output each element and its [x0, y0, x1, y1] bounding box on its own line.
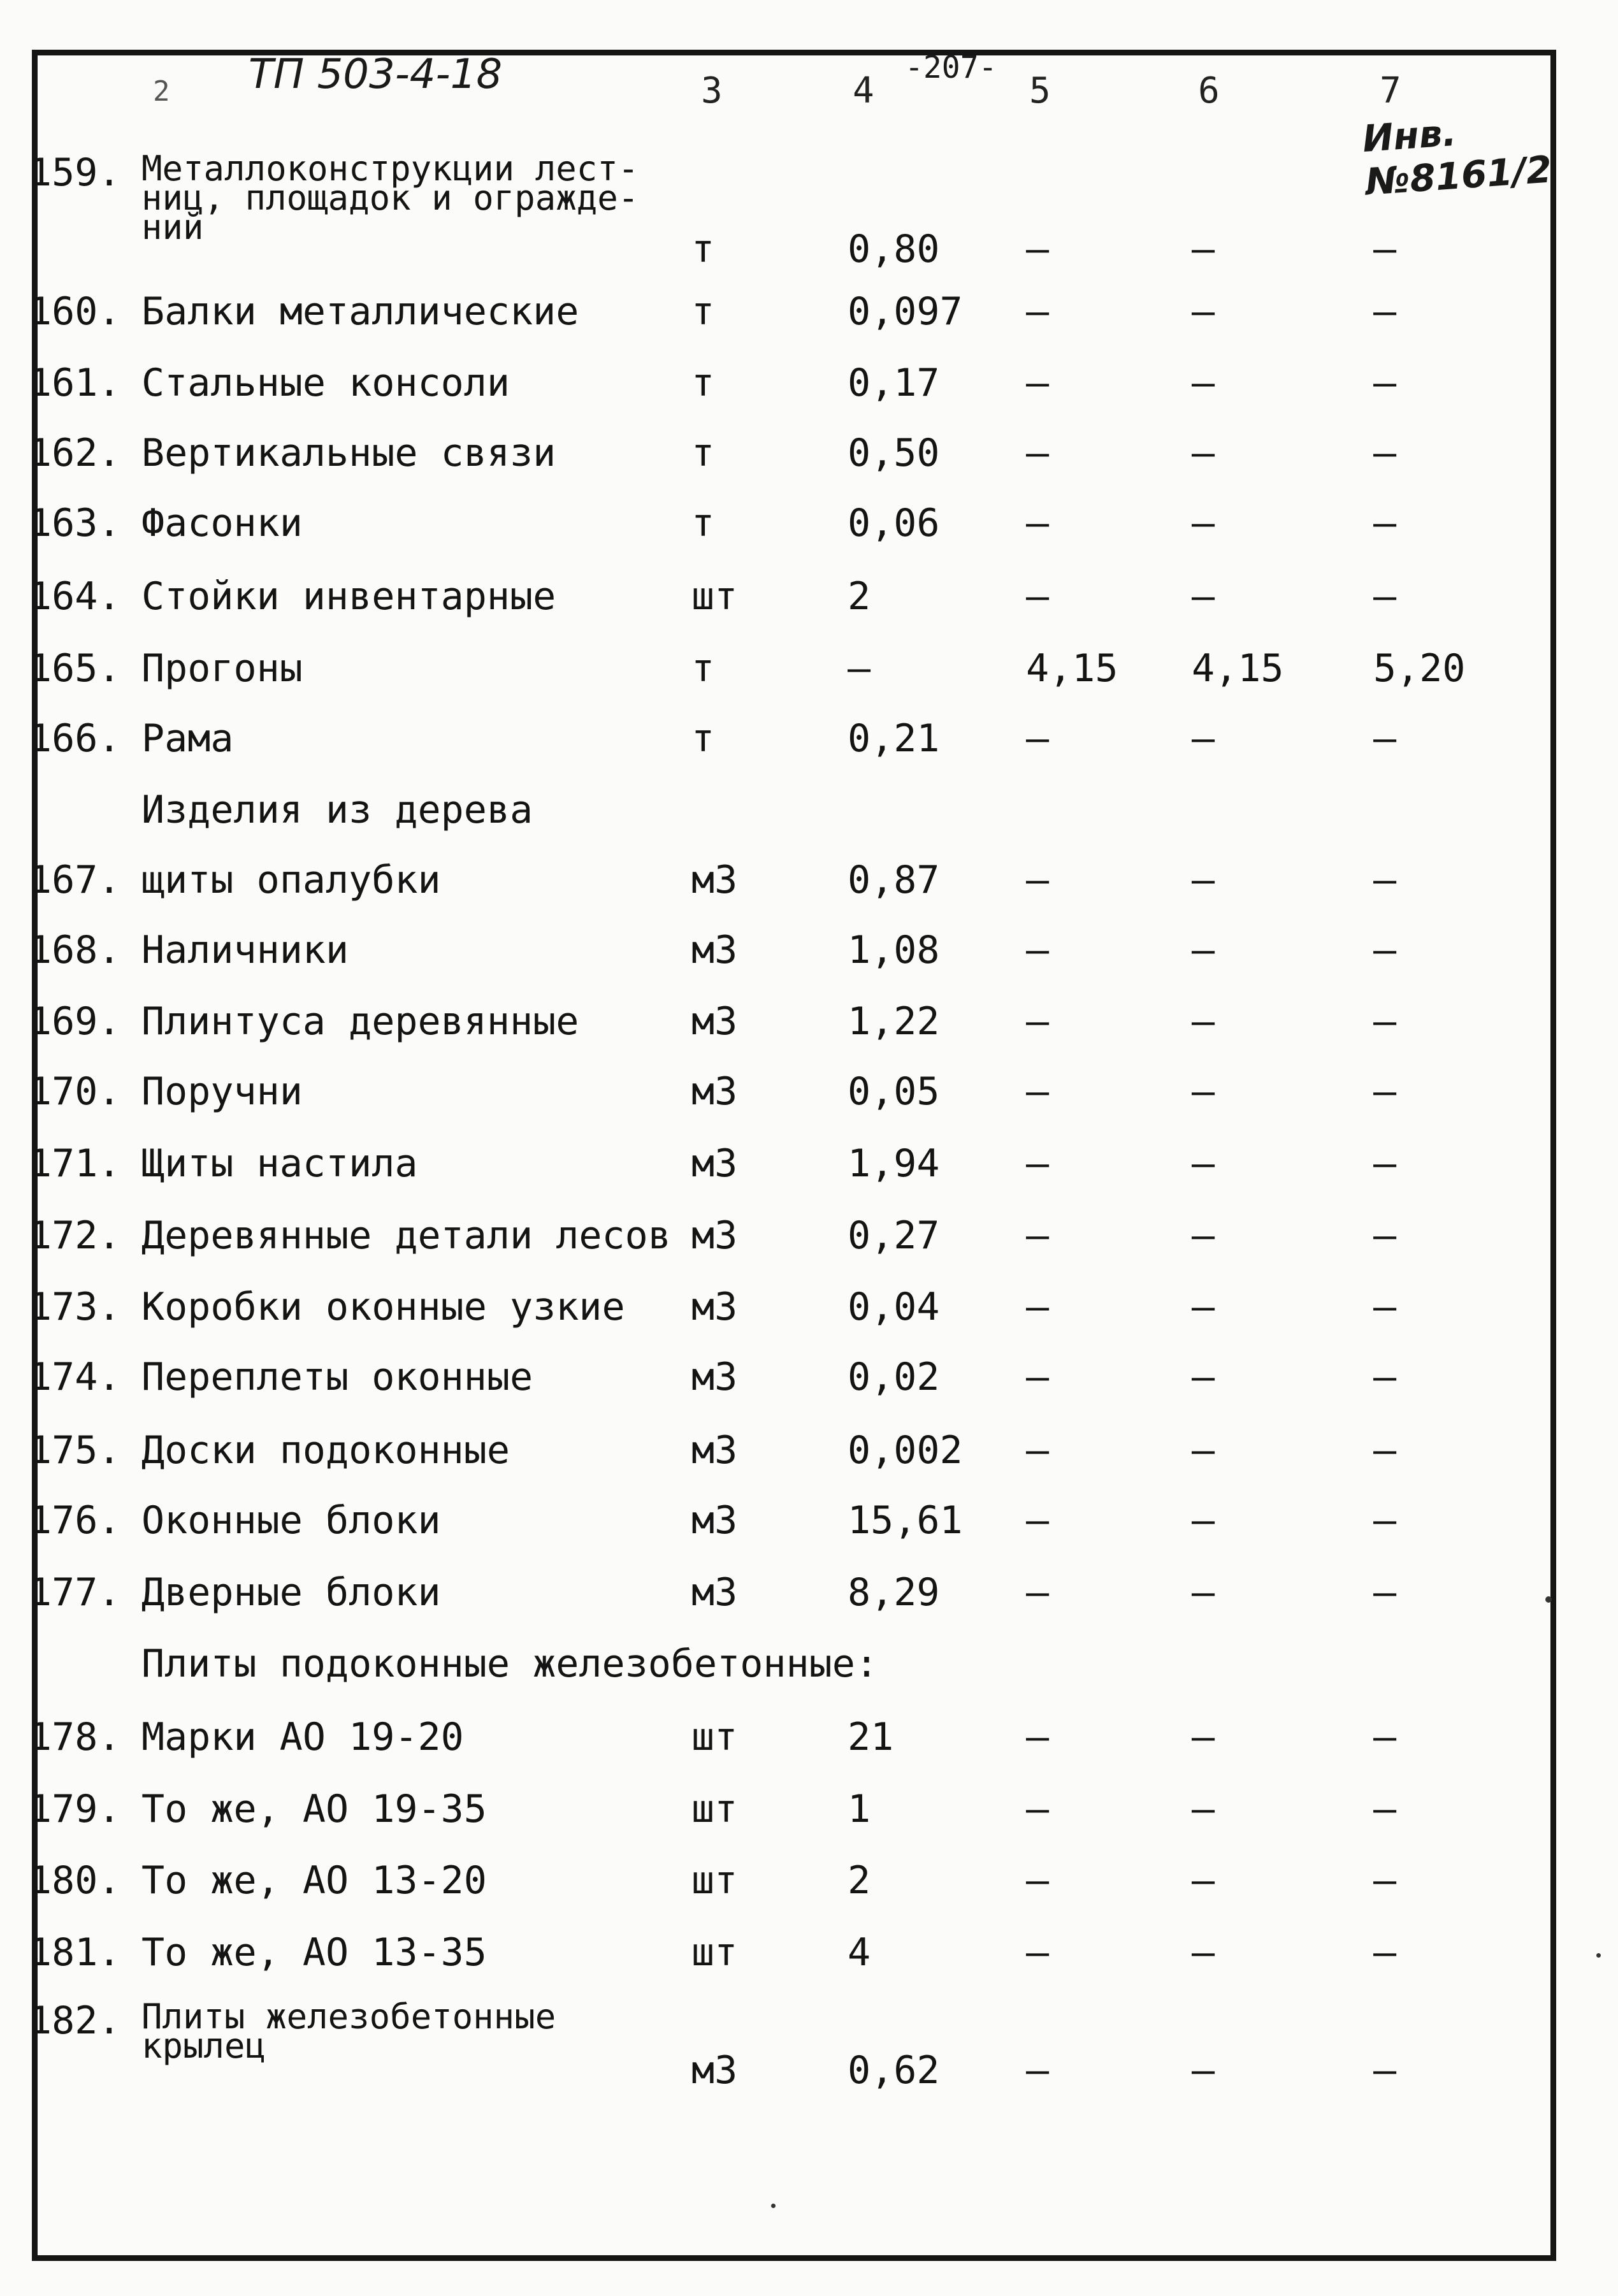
item-name: Переплеты оконные	[141, 1355, 533, 1399]
unit-cell: т	[691, 646, 715, 691]
scan-speck	[1545, 1596, 1552, 1603]
value-col4: 2	[848, 1858, 871, 1903]
item-name: ниц, площадок и огражде-	[141, 178, 639, 218]
item-name: Балки металлические	[141, 289, 579, 334]
row-number: 172.	[29, 1213, 121, 1258]
table-row	[0, 1287, 1618, 1357]
item-name: щиты опалубки	[141, 858, 441, 902]
unit-cell: шт	[691, 1787, 738, 1831]
value-col6: –	[1192, 999, 1215, 1044]
value-col5: –	[1026, 501, 1050, 545]
value-col6: –	[1192, 289, 1215, 334]
table-row	[0, 1428, 1618, 1501]
value-col6: –	[1192, 574, 1215, 619]
table-row	[0, 1858, 1618, 1931]
table-row	[0, 1789, 1618, 1859]
value-col7: –	[1373, 1570, 1397, 1615]
unit-cell: м3	[691, 1498, 738, 1543]
table-row	[0, 860, 1618, 930]
value-col7: –	[1373, 1285, 1397, 1329]
unit-cell: м3	[691, 1285, 738, 1329]
value-col7: –	[1373, 2048, 1397, 2093]
value-col4: 1	[848, 1787, 871, 1831]
value-col7: –	[1373, 999, 1397, 1044]
row-number: 173.	[29, 1285, 121, 1329]
value-col6: –	[1192, 1570, 1215, 1615]
row-number: 168.	[29, 928, 121, 972]
value-col6: –	[1192, 1141, 1215, 1186]
value-col5: –	[1026, 1570, 1050, 1615]
value-col7: –	[1373, 361, 1397, 405]
value-col6: –	[1192, 227, 1215, 271]
value-col4: –	[848, 646, 871, 691]
value-col5: –	[1026, 999, 1050, 1044]
item-name: Марки АО 19-20	[141, 1715, 464, 1759]
row-number: 182.	[29, 1998, 121, 2043]
value-col6: –	[1192, 361, 1215, 405]
value-col7: –	[1373, 574, 1397, 619]
value-col6: –	[1192, 431, 1215, 475]
unit-cell: м3	[691, 2048, 738, 2093]
value-col5: –	[1026, 289, 1050, 334]
value-col6: –	[1192, 716, 1215, 761]
row-number: 176.	[29, 1498, 121, 1543]
value-col6: –	[1192, 1787, 1215, 1831]
unit-cell: шт	[691, 1715, 738, 1759]
value-col4: 0,62	[848, 2048, 940, 2093]
row-number: 169.	[29, 999, 121, 1044]
value-col7: –	[1373, 1213, 1397, 1258]
table-row	[0, 148, 1618, 271]
value-col7: –	[1373, 1069, 1397, 1114]
value-col4: 4	[848, 1930, 871, 1975]
value-col5: –	[1026, 1715, 1050, 1759]
value-col5: –	[1026, 1069, 1050, 1114]
item-name: Стойки инвентарные	[141, 574, 556, 619]
value-col5: –	[1026, 361, 1050, 405]
table-row	[0, 1930, 1618, 2003]
value-col5: –	[1026, 1355, 1050, 1399]
value-col5: –	[1026, 431, 1050, 475]
unit-cell: м3	[691, 1069, 738, 1114]
table-row	[0, 1644, 1618, 1714]
unit-cell: м3	[691, 1141, 738, 1186]
value-col4: 0,80	[848, 227, 940, 271]
item-name: ний	[141, 207, 204, 247]
row-number: 178.	[29, 1715, 121, 1759]
row-number: 166.	[29, 716, 121, 761]
item-name: Дверные блоки	[141, 1570, 441, 1615]
item-name: Оконные блоки	[141, 1498, 441, 1543]
row-number: 162.	[29, 431, 121, 475]
row-number: 164.	[29, 574, 121, 619]
row-number: 167.	[29, 858, 121, 902]
value-col4: 0,06	[848, 501, 940, 545]
unit-cell: т	[691, 227, 715, 271]
unit-cell: м3	[691, 1355, 738, 1399]
value-col5: –	[1026, 716, 1050, 761]
item-name: Рама	[141, 716, 234, 761]
table-row	[0, 1996, 1618, 2093]
item-name: Плиты железобетонные	[141, 1996, 556, 2037]
unit-cell: шт	[691, 574, 738, 619]
table-row	[0, 999, 1618, 1072]
unit-cell: т	[691, 361, 715, 405]
item-name: Щиты настила	[141, 1141, 418, 1186]
item-name: Стальные консоли	[141, 361, 510, 405]
item-name: То же, АО 13-20	[141, 1858, 487, 1903]
item-name: Металлоконструкции лест-	[141, 148, 639, 189]
value-col7: –	[1373, 501, 1397, 545]
table-row	[0, 646, 1618, 719]
row-number: 160.	[29, 289, 121, 334]
value-col6: –	[1192, 501, 1215, 545]
table-row	[0, 1213, 1618, 1286]
document-stamp: ТП 503-4-18	[249, 51, 503, 98]
value-col5: –	[1026, 1498, 1050, 1543]
value-col5: –	[1026, 1213, 1050, 1258]
value-col5: 4,15	[1026, 646, 1118, 691]
value-col6: –	[1192, 1213, 1215, 1258]
row-number: 174.	[29, 1355, 121, 1399]
row-number: 180.	[29, 1858, 121, 1903]
value-col4: 1,08	[848, 928, 940, 972]
unit-cell: т	[691, 289, 715, 334]
value-col4: 0,21	[848, 716, 940, 761]
page-number: -207-	[905, 50, 997, 85]
unit-cell: м3	[691, 1213, 738, 1258]
value-col5: –	[1026, 1858, 1050, 1903]
unit-cell: м3	[691, 928, 738, 972]
column-number-4: 4	[853, 70, 874, 112]
value-col5: –	[1026, 1285, 1050, 1329]
value-col7: –	[1373, 1498, 1397, 1543]
unit-cell: м3	[691, 999, 738, 1044]
value-col5: –	[1026, 1787, 1050, 1831]
row-number: 170.	[29, 1069, 121, 1114]
table-row	[0, 790, 1618, 860]
unit-cell: шт	[691, 1858, 738, 1903]
value-col5: –	[1026, 928, 1050, 972]
unit-cell: т	[691, 716, 715, 761]
value-col6: –	[1192, 1498, 1215, 1543]
scan-speck	[771, 2204, 776, 2208]
table-row	[0, 574, 1618, 647]
value-col7: –	[1373, 1141, 1397, 1186]
table-row	[0, 1141, 1618, 1214]
item-name: Изделия из дерева	[141, 788, 533, 832]
value-col4: 1,22	[848, 999, 940, 1044]
unit-cell: т	[691, 431, 715, 475]
value-col4: 21	[848, 1715, 894, 1759]
item-name: Доски подоконные	[141, 1428, 510, 1473]
scan-speck	[1596, 1953, 1601, 1958]
table-row	[0, 363, 1618, 433]
item-name: Прогоны	[141, 646, 303, 691]
value-col5: –	[1026, 227, 1050, 271]
table-row	[0, 1069, 1618, 1142]
table-row	[0, 716, 1618, 789]
value-col4: 0,17	[848, 361, 940, 405]
item-name: Поручни	[141, 1069, 303, 1114]
value-col7: –	[1373, 716, 1397, 761]
value-col5: –	[1026, 1930, 1050, 1975]
value-col5: –	[1026, 1428, 1050, 1473]
table-row	[0, 1498, 1618, 1571]
item-name: Коробки оконные узкие	[141, 1285, 625, 1329]
unit-cell: м3	[691, 1570, 738, 1615]
value-col6: –	[1192, 1285, 1215, 1329]
column-number-2: 2	[153, 75, 170, 108]
value-col4: 1,94	[848, 1141, 940, 1186]
value-col4: 0,002	[848, 1428, 963, 1473]
value-col4: 0,50	[848, 431, 940, 475]
item-name: Деревянные детали лесов	[141, 1213, 671, 1258]
value-col7: –	[1373, 227, 1397, 271]
table-row	[0, 289, 1618, 362]
item-name: Вертикальные связи	[141, 431, 556, 475]
value-col6: –	[1192, 1715, 1215, 1759]
value-col4: 0,27	[848, 1213, 940, 1258]
value-col7: –	[1373, 1930, 1397, 1975]
item-name: Наличники	[141, 928, 349, 972]
value-col6: –	[1192, 2048, 1215, 2093]
value-col7: –	[1373, 1715, 1397, 1759]
value-col7: –	[1373, 1787, 1397, 1831]
value-col5: –	[1026, 1141, 1050, 1186]
value-col6: 4,15	[1192, 646, 1284, 691]
value-col4: 0,097	[848, 289, 963, 334]
row-number: 159.	[29, 150, 121, 195]
value-col6: –	[1192, 858, 1215, 902]
item-name: То же, АО 19-35	[141, 1787, 487, 1831]
value-col4: 0,87	[848, 858, 940, 902]
row-number: 177.	[29, 1570, 121, 1615]
column-number-6: 6	[1198, 70, 1220, 112]
table-row	[0, 1570, 1618, 1643]
table-row	[0, 503, 1618, 574]
row-number: 165.	[29, 646, 121, 691]
value-col7: –	[1373, 431, 1397, 475]
row-number: 161.	[29, 361, 121, 405]
value-col4: 15,61	[848, 1498, 963, 1543]
table-row	[0, 930, 1618, 1000]
value-col4: 2	[848, 574, 871, 619]
row-number: 163.	[29, 501, 121, 545]
row-number: 175.	[29, 1428, 121, 1473]
column-number-7: 7	[1380, 70, 1401, 112]
item-name: Плинтуса деревянные	[141, 999, 579, 1044]
value-col7: –	[1373, 858, 1397, 902]
item-name: Плиты подоконные железобетонные:	[141, 1642, 878, 1686]
value-col7: –	[1373, 1428, 1397, 1473]
value-col7: –	[1373, 1858, 1397, 1903]
row-number: 181.	[29, 1930, 121, 1975]
unit-cell: м3	[691, 1428, 738, 1473]
table-row	[0, 1717, 1618, 1787]
value-col5: –	[1026, 858, 1050, 902]
item-name: Фасонки	[141, 501, 303, 545]
value-col7: –	[1373, 928, 1397, 972]
row-number: 171.	[29, 1141, 121, 1186]
inventory-number: Инв.№8161/2	[1361, 110, 1554, 204]
table-row	[0, 433, 1618, 503]
value-col7: –	[1373, 1355, 1397, 1399]
value-col5: –	[1026, 574, 1050, 619]
value-col4: 8,29	[848, 1570, 940, 1615]
value-col7: 5,20	[1373, 646, 1466, 691]
value-col4: 0,04	[848, 1285, 940, 1329]
value-col4: 0,02	[848, 1355, 940, 1399]
row-number: 179.	[29, 1787, 121, 1831]
column-number-5: 5	[1029, 70, 1051, 112]
value-col7: –	[1373, 289, 1397, 334]
value-col6: –	[1192, 928, 1215, 972]
value-col6: –	[1192, 1069, 1215, 1114]
unit-cell: т	[691, 501, 715, 545]
table-row	[0, 1357, 1618, 1427]
value-col4: 0,05	[848, 1069, 940, 1114]
unit-cell: м3	[691, 858, 738, 902]
column-number-3: 3	[701, 70, 723, 112]
value-col6: –	[1192, 1428, 1215, 1473]
item-name: То же, АО 13-35	[141, 1930, 487, 1975]
value-col6: –	[1192, 1858, 1215, 1903]
value-col5: –	[1026, 2048, 1050, 2093]
value-col6: –	[1192, 1930, 1215, 1975]
unit-cell: шт	[691, 1930, 738, 1975]
item-name: крылец	[141, 2026, 266, 2066]
value-col6: –	[1192, 1355, 1215, 1399]
